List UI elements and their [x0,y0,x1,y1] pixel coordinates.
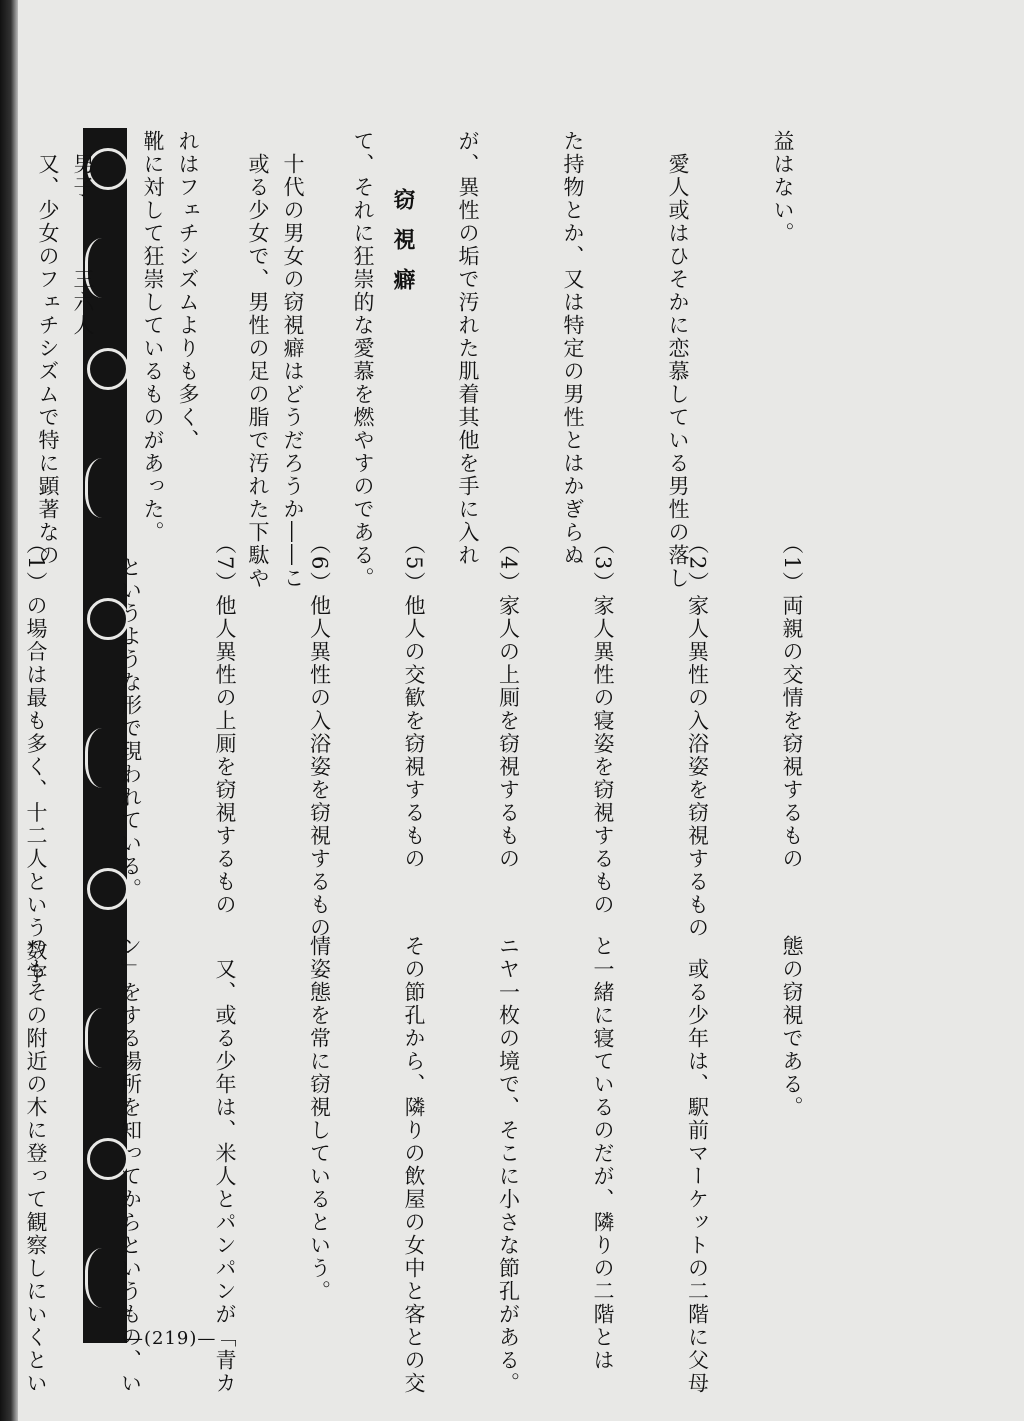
list-item: （6）他人異性の入浴姿を窃視するもの [307,533,332,940]
text-line: （1）の場合は最も多く、十二人という数字 [24,533,48,986]
text-line: れはフェチシズムよりも多く、 [176,130,200,452]
text-line: が、異性の垢で汚れた肌着其他を手に入れ [456,130,480,567]
list-item: （2）家人異性の入浴姿を窃視するもの [685,533,710,940]
list-item: （1）両親の交情を窃視するもの [780,533,804,871]
text-line: ン」をする場所を知ってからというもの、い [118,935,143,1395]
text-line: 又、少女のフェチシズムで特に顕著なの [36,130,60,567]
middle-text-block [24,533,870,986]
page-number: —(219)— [125,1328,217,1349]
text-line: と一緒に寝ているのだが、隣りの二階とは [591,935,615,1372]
list-item: （5）他人の交歓を窃視するもの [402,533,426,871]
section-heading: 窃視癖 [390,188,416,308]
text-line: 態の窃視である。 [780,935,804,1119]
text-line: 靴に対して狂崇しているものがあった。 [141,130,165,544]
text-line: て、それに狂崇的な愛慕を燃やすのである。 [351,130,375,590]
text-line: 情姿態を常に窃視しているという。 [307,935,332,1303]
text-line: 愛人或はひそかに恋慕している男性の落し [666,130,690,590]
text-line: 十代の男女の窃視癖はどうだろうか――こ [281,130,305,590]
text-line: た持物とか、又は特定の男性とはかぎらぬ [561,130,585,567]
text-line: 或る少女で、男性の足の脂で汚れた下駄や [246,130,270,590]
text-line: 又、或る少年は、米人とパンパンが「青カ [213,935,237,1395]
list-item: （3）家人異性の寝姿を窃視するもの [591,533,615,917]
text-line: その節孔から、隣りの飲屋の女中と客との交 [402,935,426,1395]
text-line: ニヤ一枚の境で、そこに小さな節孔がある。 [496,935,521,1395]
text-line: つもその附近の木に登って観察しにいくとい [24,935,48,1395]
text-line: 男子 三六人 [71,130,95,337]
text-line: というような形で現われている。 [118,533,143,901]
list-item: （4）家人の上厠を窃視するもの [496,533,521,871]
upper-left-text-block [71,130,380,590]
list-item: （7）他人異性の上厠を窃視するもの [213,533,237,917]
text-line: 益はない。 [771,130,795,245]
text-line: 或る少年は、駅前マーケットの二階に父母 [685,935,710,1395]
